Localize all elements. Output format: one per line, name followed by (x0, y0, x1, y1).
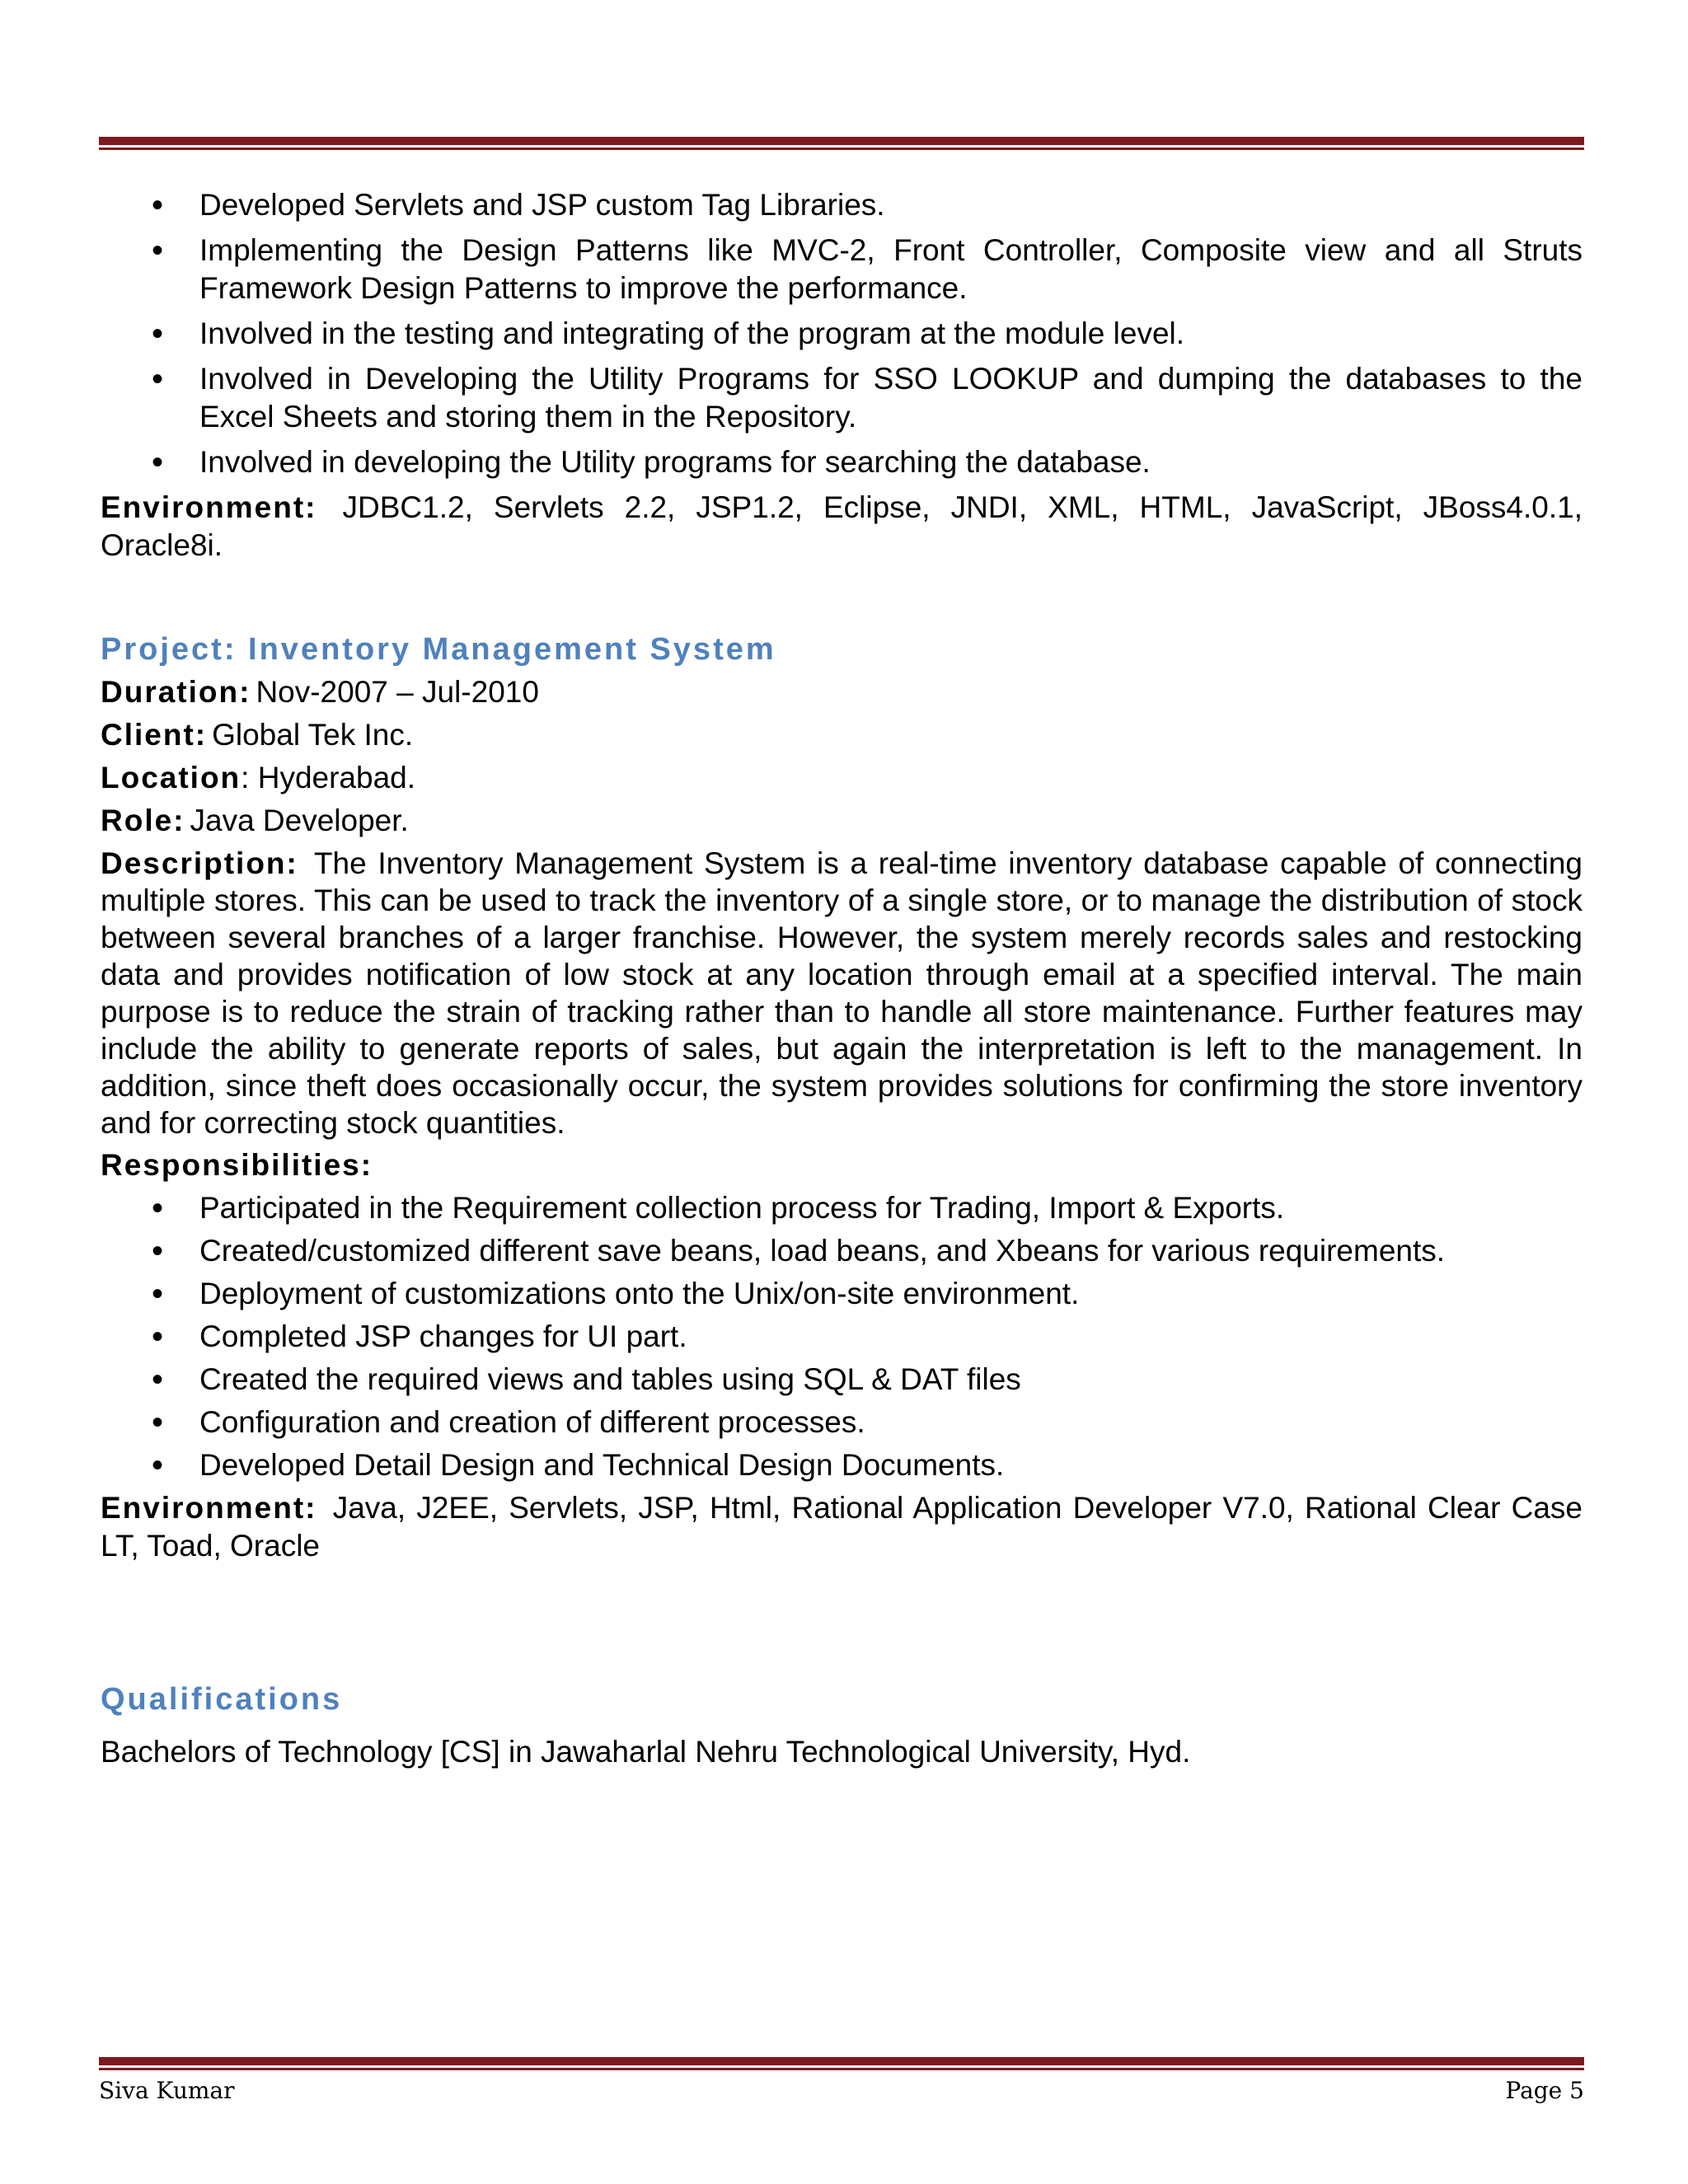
page-label: Page (1505, 2077, 1563, 2104)
list-item: • Deployment of customizations onto the Unix/on-site environment. (101, 1275, 1582, 1313)
list-item: • Developed Detail Design and Technical Design Documents. (101, 1446, 1582, 1484)
footer-page (1505, 2077, 1584, 2104)
qualifications-text: Bachelors of Technology [CS] in Jawaharlal Nehru Technological University, Hyd. (101, 1735, 1191, 1769)
client-label: Client: (101, 718, 208, 752)
list-item: • Created/customized different save beans, load beans, and Xbeans for various requirements. (101, 1232, 1582, 1270)
location-label: Location (101, 761, 241, 794)
qualifications-heading: Qualifications (101, 1682, 343, 1717)
list-item: • Developed Servlets and JSP custom Tag Libraries. (101, 186, 1582, 224)
location-field (101, 759, 1582, 797)
responsibilities-label-row (101, 1146, 1582, 1184)
description-label: Description: (101, 846, 298, 880)
footer-author: Siva Kumar (99, 2077, 235, 2104)
responsibilities-label: Responsibilities: (101, 1148, 373, 1182)
list-item: • Involved in developing the Utility programs for searching the database. (101, 443, 1582, 481)
list-item: • Implementing the Design Patterns like MVC-2, Front Controller, Composite view and all Struts Framework Design Patterns to improve the performance. (101, 232, 1582, 307)
description-value: The Inventory Management System is a real-time inventory database capable of connecting multiple stores. This can be used to track the inventory of a single store, or to manage the distribution of stock between several branches of a larger franchise. However, the system merely records sales and restocking data and provides notification of low stock at any location through email at a specified interval. The main purpose is to reduce the strain of tracking rather than to handle all store maintenance. Further features may include the ability to generate reports of sales, but again the interpretation is left to the management. In addition, since theft does occasionally occur, the system provides solutions for confirming the store inventory and for correcting stock quantities. (101, 846, 1582, 1140)
environment-label: Environment: (101, 1491, 317, 1525)
location-value: : Hyderabad. (241, 761, 416, 794)
role-value: Java Developer. (190, 804, 409, 837)
role-label: Role: (101, 804, 185, 837)
list-item: • Involved in Developing the Utility Programs for SSO LOOKUP and dumping the databases to the Excel Sheets and storing them in the Repository. (101, 360, 1582, 436)
project-heading: Project: Inventory Management System (101, 632, 776, 667)
previous-environment (101, 489, 1582, 565)
environment-value: Java, J2EE, Servlets, JSP, Html, Rational Application Developer V7.0, Rational Clear Case LT, Toad, Oracle (101, 1491, 1583, 1563)
list-item: • Configuration and creation of different processes. (101, 1404, 1582, 1441)
page-number: 5 (1569, 2077, 1584, 2104)
environment-label: Environment: (101, 490, 317, 524)
role-field (101, 802, 1582, 840)
list-item: • Involved in the testing and integrating of the program at the module level. (101, 315, 1582, 353)
responsibilities-list (101, 1189, 1582, 1484)
previous-project-bullets (101, 186, 1582, 481)
client-value: Global Tek Inc. (212, 718, 414, 752)
client-field (101, 716, 1582, 754)
duration-field (101, 673, 1582, 711)
page-footer (99, 2077, 1584, 2104)
description-field (101, 845, 1582, 1141)
project-environment (101, 1489, 1582, 1565)
list-item: • Participated in the Requirement collection process for Trading, Import & Exports. (101, 1189, 1582, 1227)
page-content (101, 186, 1582, 1771)
environment-value: JDBC1.2, Servlets 2.2, JSP1.2, Eclipse, JNDI, XML, HTML, JavaScript, JBoss4.0.1, Oracle8i. (101, 490, 1582, 562)
duration-value: Nov-2007 – Jul-2010 (256, 675, 539, 709)
footer-rule (99, 2057, 1584, 2070)
header-rule (99, 137, 1584, 150)
list-item: • Completed JSP changes for UI part. (101, 1318, 1582, 1356)
duration-label: Duration: (101, 675, 251, 709)
list-item: • Created the required views and tables using SQL & DAT files (101, 1361, 1582, 1399)
